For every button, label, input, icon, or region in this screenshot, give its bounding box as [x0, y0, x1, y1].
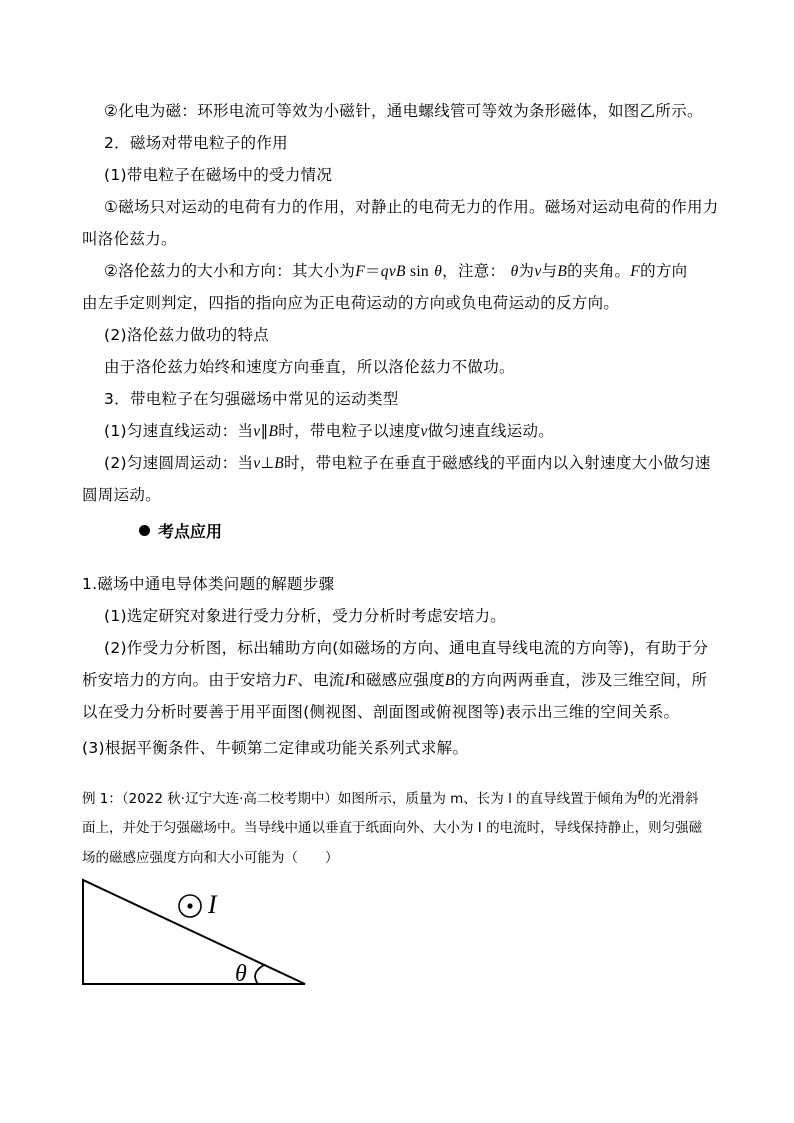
example-1-line2: 面上，并处于匀强磁场中。当导线中通以垂直于纸面向外、大小为 I 的电流时，导线保持静止，则匀强磁 — [82, 820, 703, 836]
paragraph-uniform-circular-line2: 圆周运动。 — [82, 486, 162, 504]
step-3: (3)根据平衡条件、牛顿第二定律或功能关系列式求解。 — [82, 739, 469, 757]
example-1-line3: 场的磁感应强度方向和大小可能为（ ） — [82, 850, 339, 866]
steps-title: 1.磁场中通电导体类问题的解题步骤 — [82, 575, 335, 593]
incline-figure — [74, 872, 314, 992]
bullet-icon — [139, 525, 150, 536]
angle-label: θ — [235, 961, 247, 987]
step-2-line2: 析安培力的方向。由于安培力F、电流I和磁感应强度B的方向两两垂直，涉及三维空间，所 — [82, 671, 708, 689]
paragraph-electricity-to-magnetism: ②化电为磁：环形电流可等效为小磁针，通电螺线管可等效为条形磁体，如图乙所示。 — [104, 102, 703, 120]
current-symbol-dot — [187, 903, 192, 908]
paragraph-uniform-circular-line1: (2)匀速圆周运动：当v⊥B时，带电粒子在垂直于磁感线的平面内以入射速度大小做匀速 — [104, 454, 711, 472]
paragraph-lorentz-formula-line2: 由左手定则判定，四指的指向应为正电荷运动的方向或负电荷运动的反方向。 — [82, 294, 620, 312]
section-title-2: 2．磁场对带电粒子的作用 — [104, 134, 288, 152]
subsection-title-2: (2)洛伦兹力做功的特点 — [104, 326, 270, 344]
example-1-line1: 例 1：（2022 秋·辽宁大连·高二校考期中）如图所示，质量为 m、长为 l 的直导线置于倾角为θ的光滑斜 — [82, 788, 699, 807]
step-1: (1)选定研究对象进行受力分析，受力分析时考虑安培力。 — [104, 607, 507, 625]
paragraph-lorentz-def-line1: ①磁场只对运动的电荷有力的作用，对静止的电荷无力的作用。磁场对运动电荷的作用力 — [104, 198, 719, 216]
angle-arc — [255, 965, 264, 984]
step-2-line3: 以在受力分析时要善于用平面图(侧视图、剖面图或俯视图等)表示出三维的空间关系。 — [82, 703, 680, 721]
heading-application: 考点应用 — [139, 521, 222, 543]
paragraph-lorentz-def-line2: 叫洛伦兹力。 — [82, 230, 177, 248]
step-2-line1: (2)作受力分析图，标出辅助方向(如磁场的方向、通电直导线电流的方向等)，有助于分 — [104, 639, 709, 657]
current-label: I — [208, 890, 217, 919]
paragraph-no-work: 由于洛伦兹力始终和速度方向垂直，所以洛伦兹力不做功。 — [104, 358, 515, 376]
paragraph-lorentz-formula-line1: ②洛伦兹力的大小和方向：其大小为F＝qvB sin θ，注意： θ为v与B的夹角。F的方向 — [104, 262, 688, 280]
subsection-title-1: (1)带电粒子在磁场中的受力情况 — [104, 166, 333, 184]
paragraph-uniform-linear: (1)匀速直线运动：当v∥B时，带电粒子以速度v做匀速直线运动。 — [104, 422, 555, 440]
section-title-3: 3．带电粒子在匀强磁场中常见的运动类型 — [104, 390, 399, 408]
